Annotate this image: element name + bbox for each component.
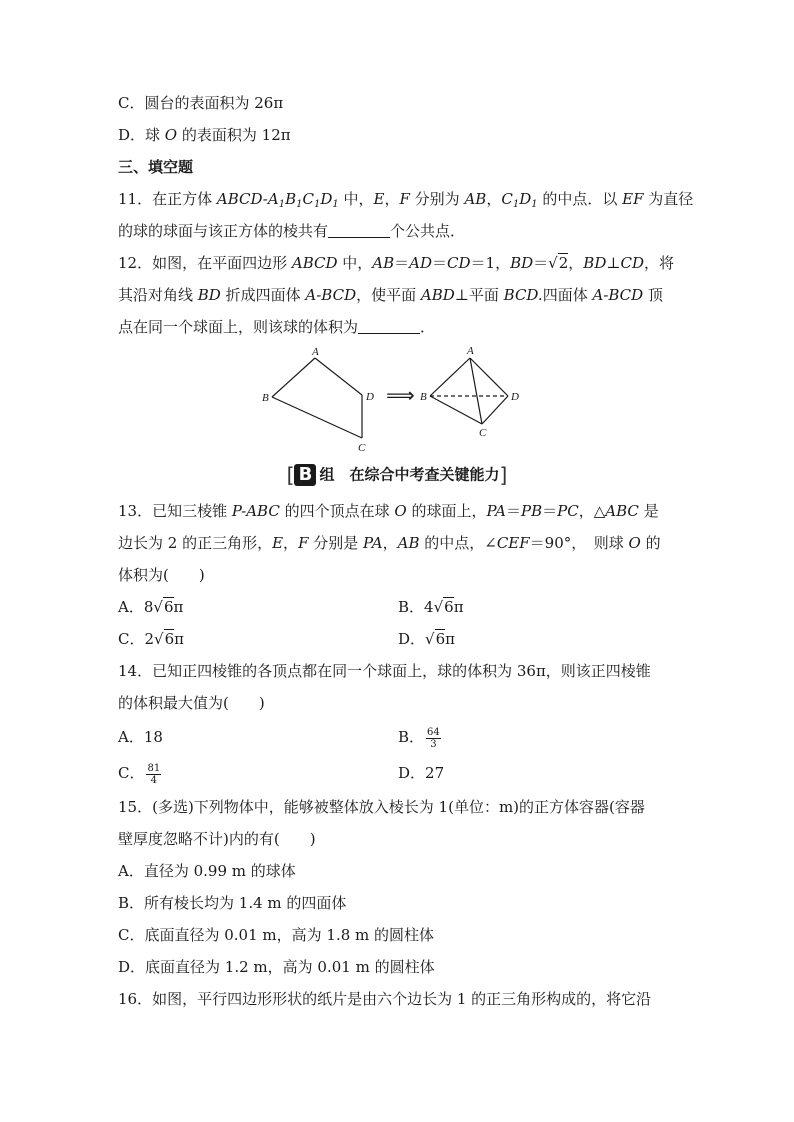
question-14-line-2: 的体积最大值为( ) — [118, 694, 265, 712]
question-12-line-3: 点在同一个球面上，则该球的体积为 ． — [118, 318, 436, 336]
option-d[interactable]: D．27 — [398, 764, 445, 782]
question-13-line-3: 体积为( ) — [118, 566, 205, 584]
question-13-line-1: 13．已知三棱锥 P-ABC 的四个顶点在球 O 的球面上，PA＝PB＝PC，△ABC 是 — [118, 502, 659, 520]
fraction-64-3: $\frac{64}{3}$ — [427, 726, 440, 750]
question-15-option-c[interactable]: C．底面直径为 0.01 m，高为 1.8 m 的圆柱体 — [118, 926, 435, 944]
question-14-options-row-1 — [118, 726, 678, 748]
fraction-81-4: $\frac{81}{4}$ — [147, 762, 161, 786]
option-b[interactable]: B． $\frac{64}{3}$ — [398, 726, 440, 750]
option-d[interactable]: D．√6π — [398, 630, 455, 648]
question-12-line-1: 12．如图，在平面四边形 ABCD 中，AB＝AD＝CD＝1，BD＝√2，BD⊥CD，将 — [118, 254, 674, 272]
right-label-d: D — [511, 391, 519, 403]
question-15-option-a[interactable]: A．直径为 0.99 m 的球体 — [118, 862, 296, 880]
right-label-c: C — [479, 427, 487, 439]
question-15-line-2: 壁厚度忽略不计)内的有( ) — [118, 830, 316, 848]
option-c[interactable]: C． $\frac{81}{4}$ — [118, 762, 161, 786]
option-b[interactable]: B．4√6π — [398, 598, 464, 616]
question-11-line-1: 11．在正方体 ABCD-$A_1B_1C_1D_1$ 中，E，F 分别为 AB，$C_1D_1$ 的中点．以 EF 为直径 — [118, 190, 694, 210]
fold-figure — [250, 340, 530, 455]
answer-blank[interactable] — [328, 223, 390, 238]
group-letter-badge: B — [294, 464, 316, 486]
option-a[interactable]: A．8√6π — [118, 598, 184, 616]
question-11-line-2: 的球的球面与该正方体的棱共有 个公共点． — [118, 222, 466, 240]
question-15-line-1: 15．(多选)下列物体中，能够被整体放入棱长为 1(单位：m)的正方体容器(容器 — [118, 798, 645, 816]
option-d-prev: D．球 O 的表面积为 12π — [118, 126, 291, 144]
question-14-options-row-2 — [118, 762, 678, 786]
option-c-prev: C．圆台的表面积为 26π — [118, 94, 284, 112]
question-13-options-row-1 — [118, 596, 678, 618]
option-a[interactable]: A．18 — [118, 728, 163, 746]
left-label-a: A — [312, 346, 319, 358]
section-heading-fill-blank: 三、填空题 — [118, 158, 194, 176]
option-c[interactable]: C．2√6π — [118, 630, 184, 648]
right-label-a: A — [467, 345, 474, 357]
question-14-line-1: 14．已知正四棱锥的各顶点都在同一个球面上，球的体积为 36π，则该正四棱锥 — [118, 662, 651, 680]
left-label-c: C — [358, 442, 366, 454]
question-13-line-2: 边长为 2 的正三角形，E，F 分别是 PA，AB 的中点，∠CEF＝90°， 则球 O 的 — [118, 534, 661, 552]
question-16-line-1: 16．如图，平行四边形形状的纸片是由六个边长为 1 的正三角形构成的，将它沿 — [118, 990, 652, 1008]
question-13-options-row-2 — [118, 628, 678, 650]
question-15-option-d[interactable]: D．底面直径为 1.2 m，高为 0.01 m 的圆柱体 — [118, 958, 435, 976]
left-label-d: D — [366, 391, 374, 403]
group-b-banner: [ B 组 在综合中考查关键能力] — [286, 463, 508, 487]
answer-blank[interactable] — [358, 319, 420, 334]
fold-arrow-icon: ⟹ — [386, 383, 415, 407]
right-label-b: B — [420, 391, 427, 403]
question-15-option-b[interactable]: B．所有棱长均为 1.4 m 的四面体 — [118, 894, 347, 912]
left-label-b: B — [262, 392, 269, 404]
question-12-line-2: 其沿对角线 BD 折成四面体 A-BCD，使平面 ABD⊥平面 BCD.四面体 A-BCD 顶 — [118, 286, 663, 304]
